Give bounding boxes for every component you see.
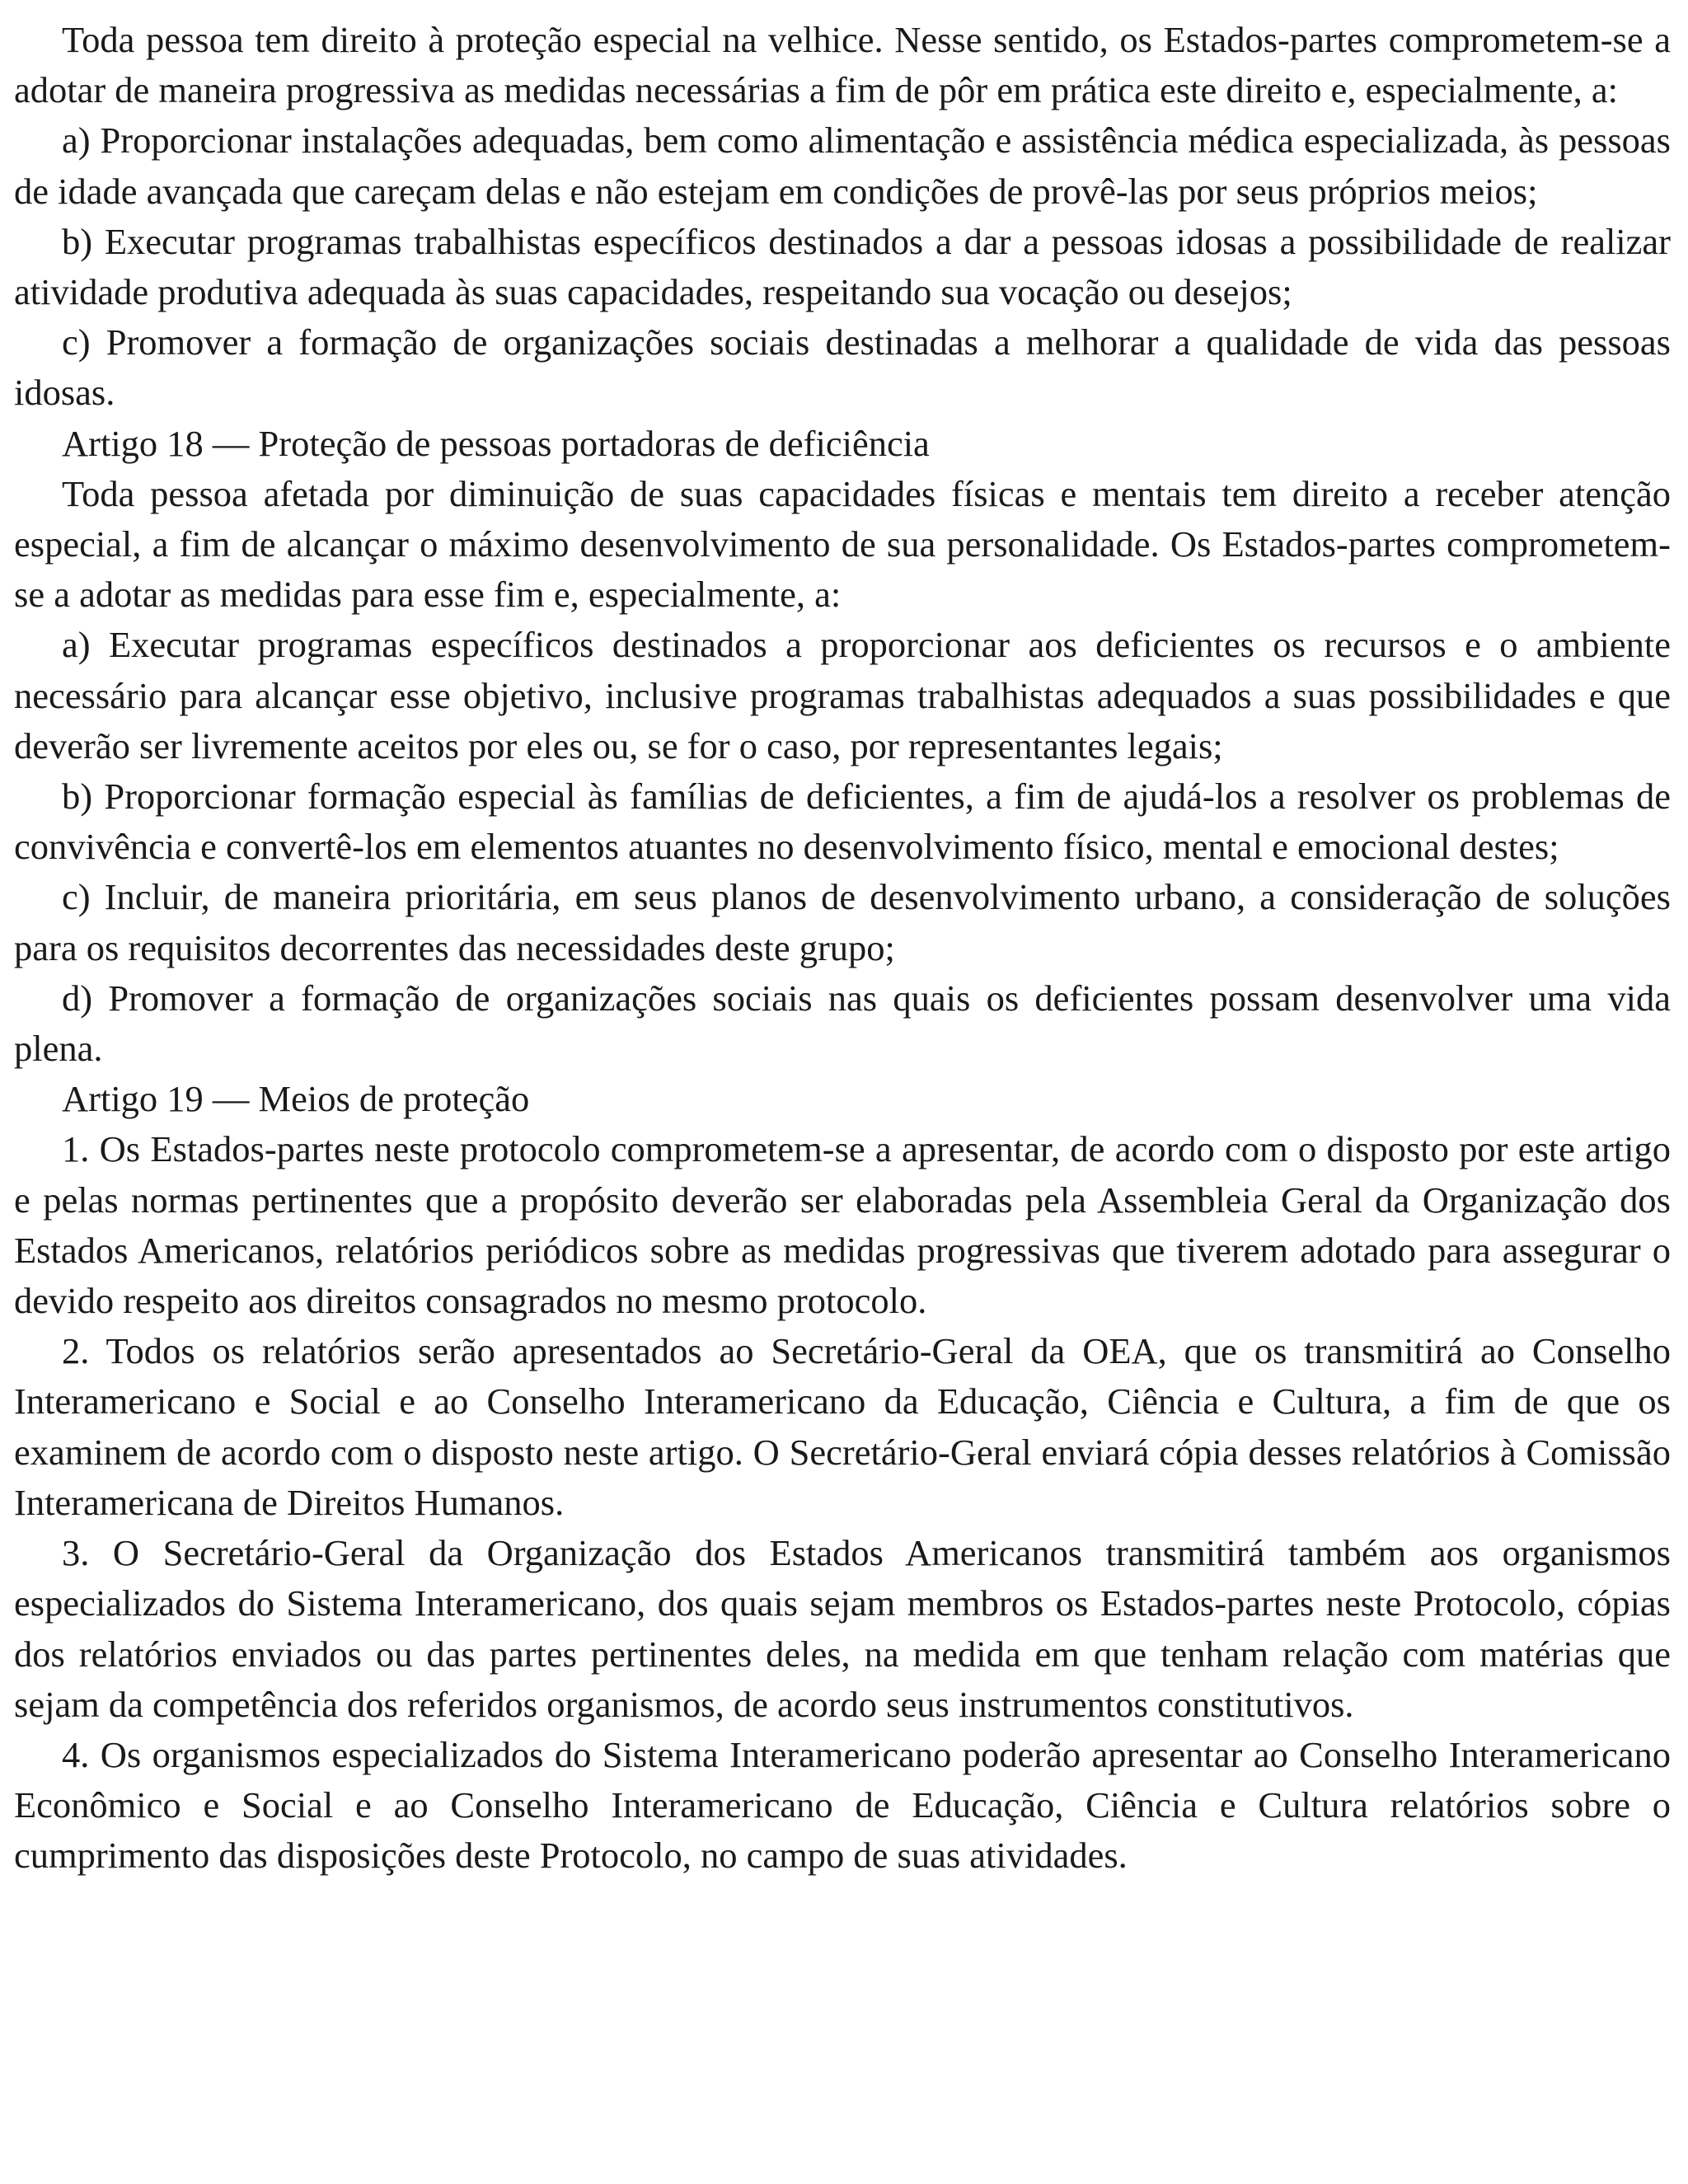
paragraph-article-19-item-4: 4. Os organismos especializados do Sistema Interamericano poderão apresentar ao Conselho Interamericano Econômico e Social e ao Conselho Interamericano de Educação, Ciência e Cultura relatórios sobre o cumprimento das disposições deste Protocolo, no campo de suas atividades.: [14, 1733, 1671, 1877]
paragraph-article-18-item-c: c) Incluir, de maneira prioritária, em seus planos de desenvolvimento urbano, a consideração de soluções para os requisitos decorrentes das necessidades deste grupo;: [14, 876, 1671, 968]
article-18-heading: Artigo 18 — Proteção de pessoas portadoras de deficiência: [62, 422, 930, 464]
document-body: [14, 15, 1671, 1882]
paragraph-velhice-item-b: b) Executar programas trabalhistas específicos destinados a dar a pessoas idosas a possibilidade de realizar atividade produtiva adequada às suas capacidades, respeitando sua vocação ou desejos;: [14, 220, 1671, 313]
article-19-heading: Artigo 19 — Meios de proteção: [62, 1078, 530, 1120]
paragraph-article-19-item-2: 2. Todos os relatórios serão apresentados ao Secretário-Geral da OEA, que os transmitirá ao Conselho Interamericano e Social e ao Conselho Interamericano da Educação, Ciência e Cultura, a fim de que os examinem de acordo com o disposto neste artigo. O Secretário-Geral enviará cópia desses relatórios à Comissão Interamericana de Direitos Humanos.: [14, 1330, 1671, 1523]
paragraph-velhice-intro: Toda pessoa tem direito à proteção especial na velhice. Nesse sentido, os Estados-partes comprometem-se a adotar de maneira progressiva as medidas necessárias a fim de pôr em prática este direito e, especialmente, a:: [14, 19, 1671, 111]
paragraph-velhice-item-c: c) Promover a formação de organizações sociais destinadas a melhorar a qualidade de vida das pessoas idosas.: [14, 321, 1671, 414]
paragraph-article-18-item-a: a) Executar programas específicos destinados a proporcionar aos deficientes os recursos e o ambiente necessário para alcançar esse objetivo, inclusive programas trabalhistas adequados a suas possibilidades e que deverão ser livremente aceitos por eles ou, se for o caso, por representantes legais;: [14, 624, 1671, 766]
paragraph-article-19-item-3: 3. O Secretário-Geral da Organização dos Estados Americanos transmitirá também aos organismos especializados do Sistema Interamericano, dos quais sejam membros os Estados-partes neste Protocolo, cópias dos relatórios enviados ou das partes pertinentes deles, na medida em que tenham relação com matérias que sejam da competência dos referidos organismos, de acordo seus instrumentos constitutivos.: [14, 1532, 1671, 1725]
paragraph-article-18-intro: Toda pessoa afetada por diminuição de suas capacidades físicas e mentais tem direito a receber atenção especial, a fim de alcançar o máximo desenvolvimento de sua personalidade. Os Estados-partes comprometem-se a adotar as medidas para esse fim e, especialmente, a:: [14, 472, 1671, 616]
paragraph-article-19-item-1: 1. Os Estados-partes neste protocolo comprometem-se a apresentar, de acordo com o disposto por este artigo e pelas normas pertinentes que a propósito deverão ser elaboradas pela Assembleia Geral da Organização dos Estados Americanos, relatórios periódicos sobre as medidas progressivas que tiverem adotado para assegurar o devido respeito aos direitos consagrados no mesmo protocolo.: [14, 1128, 1671, 1322]
paragraph-article-18-item-b: b) Proporcionar formação especial às famílias de deficientes, a fim de ajudá-los a resolver os problemas de convivência e convertê-los em elementos atuantes no desenvolvimento físico, mental e emocional destes;: [14, 776, 1671, 868]
paragraph-article-18-item-d: d) Promover a formação de organizações sociais nas quais os deficientes possam desenvolver uma vida plena.: [14, 977, 1671, 1070]
paragraph-velhice-item-a: a) Proporcionar instalações adequadas, bem como alimentação e assistência médica especializada, às pessoas de idade avançada que careçam delas e não estejam em condições de provê-las por seus próprios meios;: [14, 120, 1671, 212]
